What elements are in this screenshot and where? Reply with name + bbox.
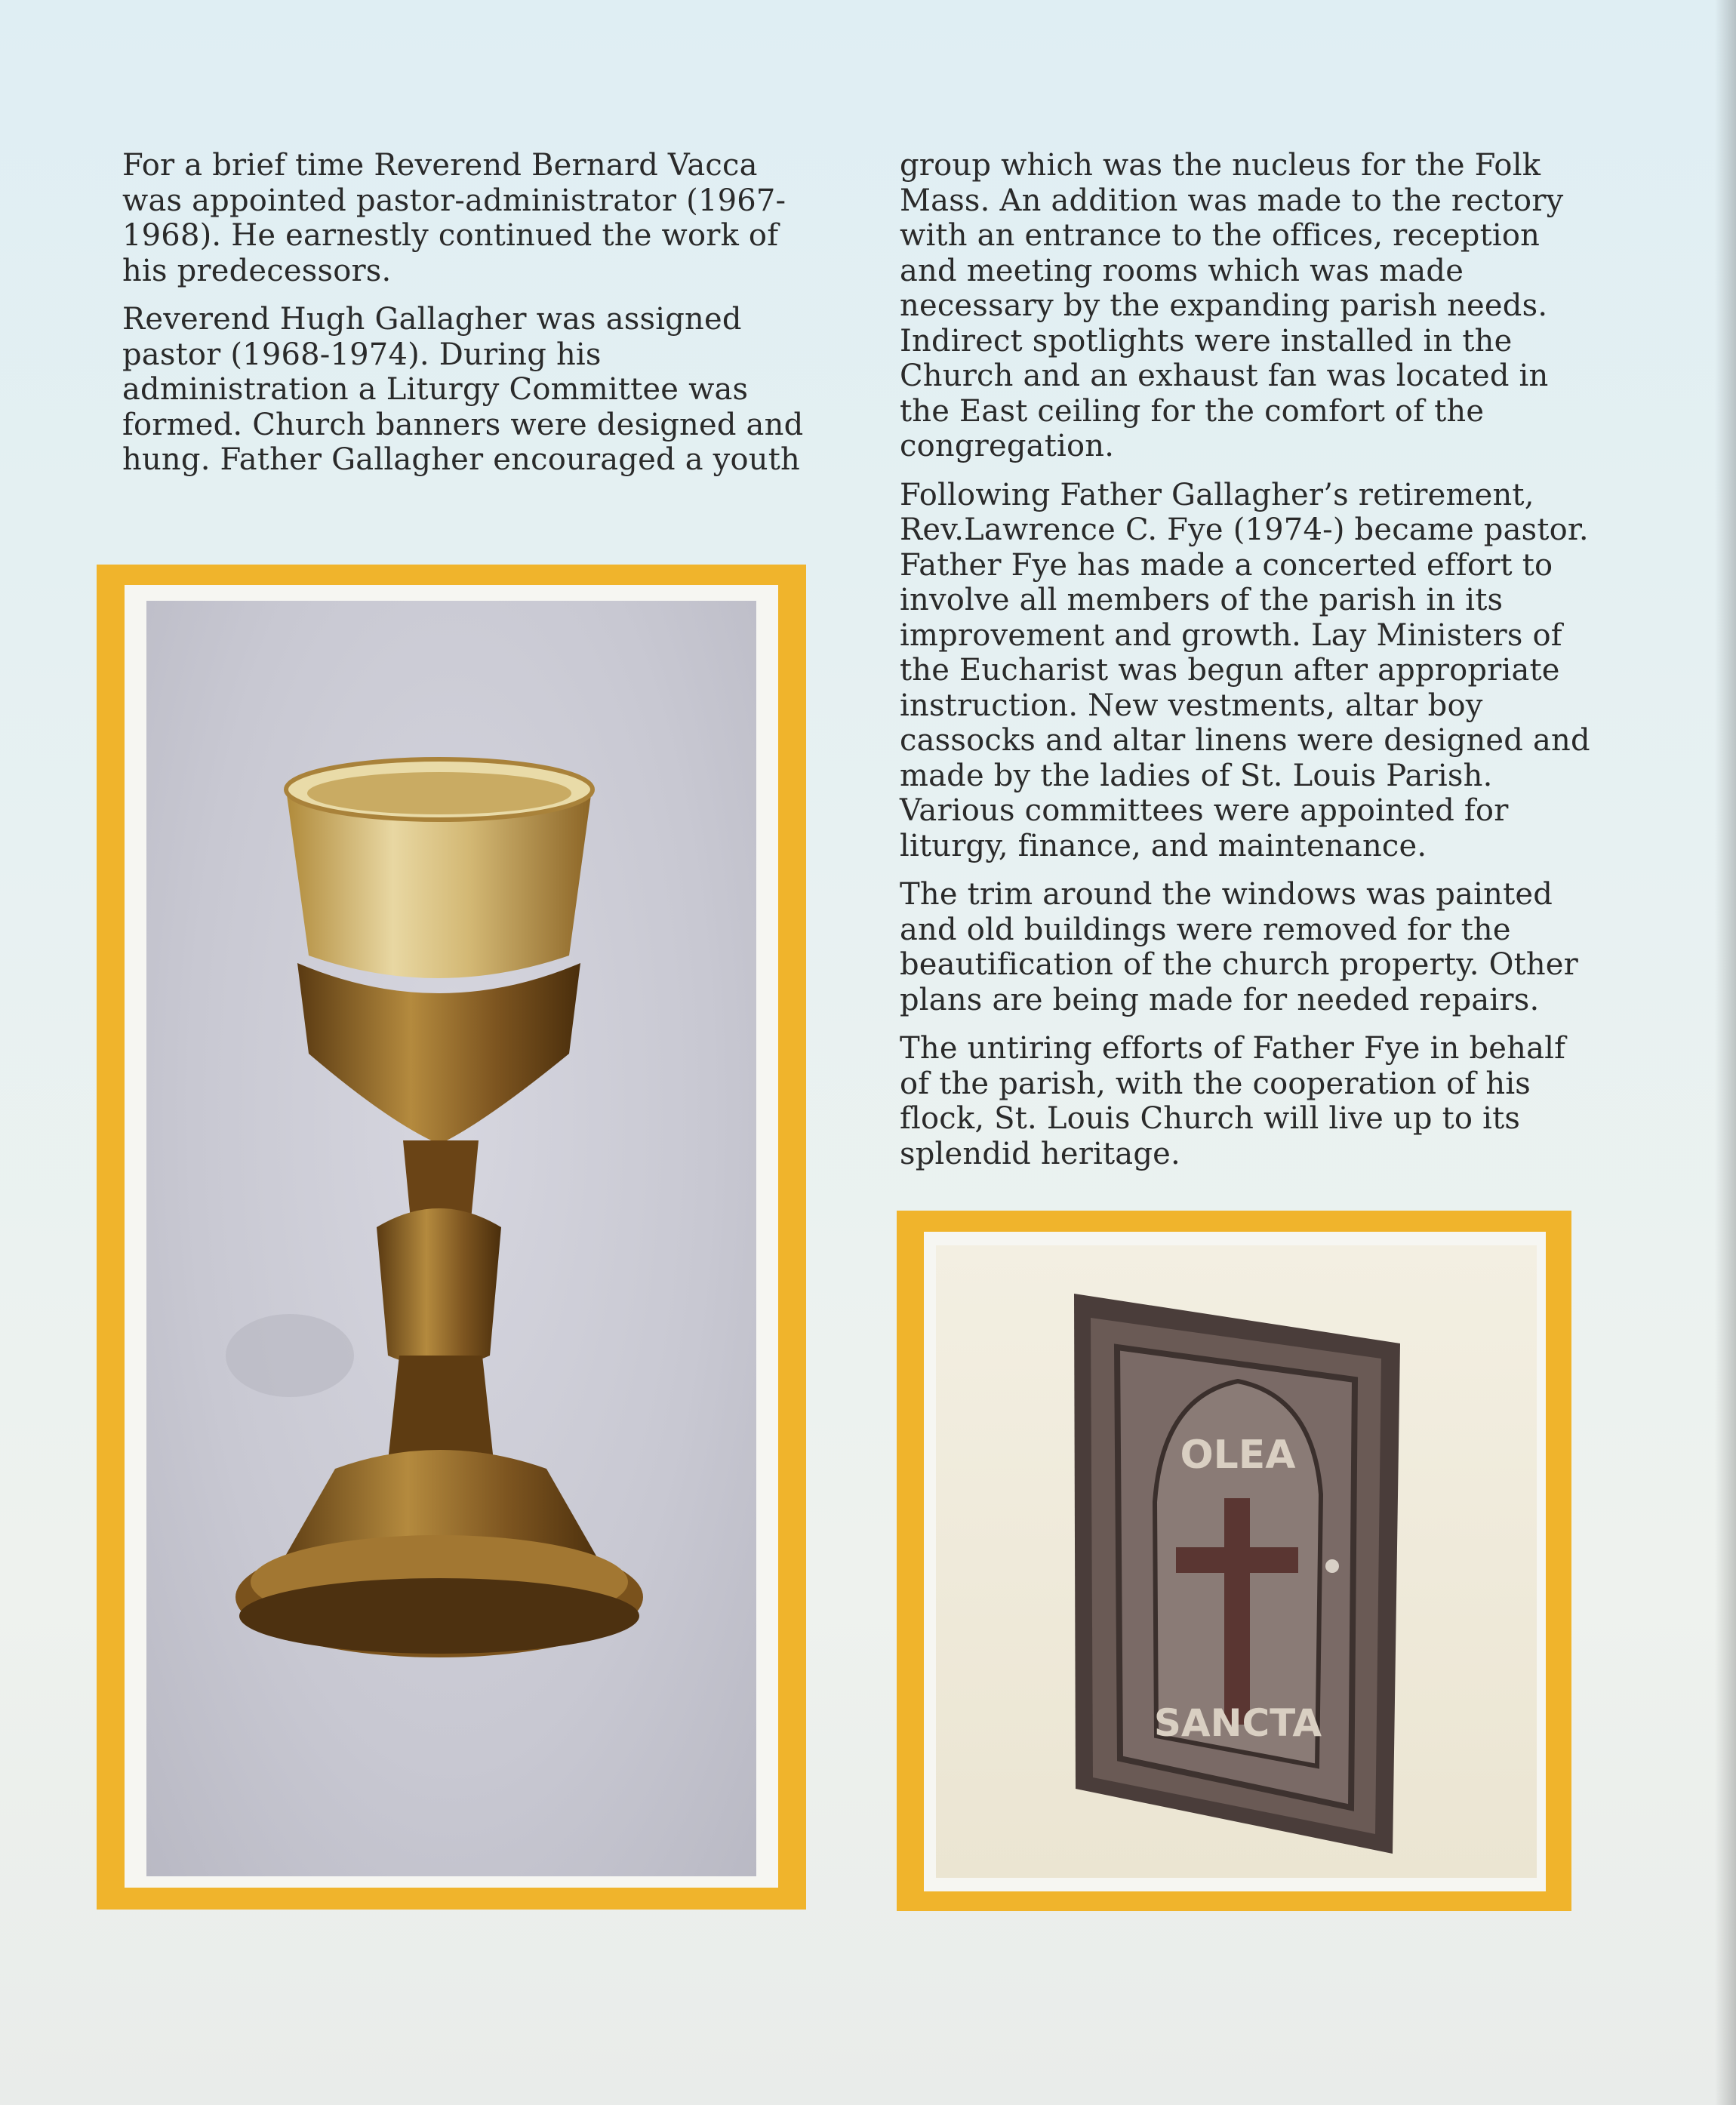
olea-label: OLEA (1180, 1433, 1296, 1478)
right-text-column (900, 148, 1596, 1185)
chalice-photo (146, 601, 756, 1876)
paragraph-gallagher: Reverend Hugh Gallagher was assigned pastor (1968-1974). During his administration a Liturgy Committee was formed. Church banners were designed and hung. Father Gallagher encouraged a youth (122, 302, 804, 477)
paragraph-fye: Following Father Gallagher’s retirement, Rev.Lawrence C. Fye (1974-) became pastor. Father Fye has made a concerted effort to involve all members of the parish in its improvement and growth. Lay Ministers of the Eucharist was begun after appropriate instruction. New vestments, altar boy cassocks and altar linens were designed and made by the ladies of St. Louis Parish. Various committees were appointed for liturgy, finance, and maintenance. (900, 477, 1590, 863)
page-edge-shadow (1715, 0, 1736, 2105)
sancta-label: SANCTA (1153, 1701, 1322, 1745)
oil-box-photo (936, 1245, 1537, 1878)
olea-sancta-box-icon (936, 1245, 1537, 1878)
paragraph-trim: The trim around the windows was painted and old buildings were removed for the beautification of the church property. Other plans are being made for needed repairs. (900, 877, 1578, 1017)
left-text-column (122, 148, 817, 491)
paragraph-heritage: The untiring efforts of Father Fye in behalf of the parish, with the cooperation of his flock, St. Louis Church will live up to its splendid heritage. (900, 1031, 1566, 1171)
paragraph-folk-mass: group which was the nucleus for the Folk Mass. An addition was made to the rectory with an entrance to the offices, reception and meeting rooms which was made necessary by the expanding parish needs. Indirect spotlights were installed in the Church and an exhaust fan was located in the East ceiling for the comfort of the congregation. (900, 148, 1564, 463)
paragraph-vacca: For a brief time Reverend Bernard Vacca was appointed pastor-administrator (1967-1968). He earnestly continued the work of his predecessors. (122, 148, 786, 288)
chalice-icon (146, 601, 756, 1876)
